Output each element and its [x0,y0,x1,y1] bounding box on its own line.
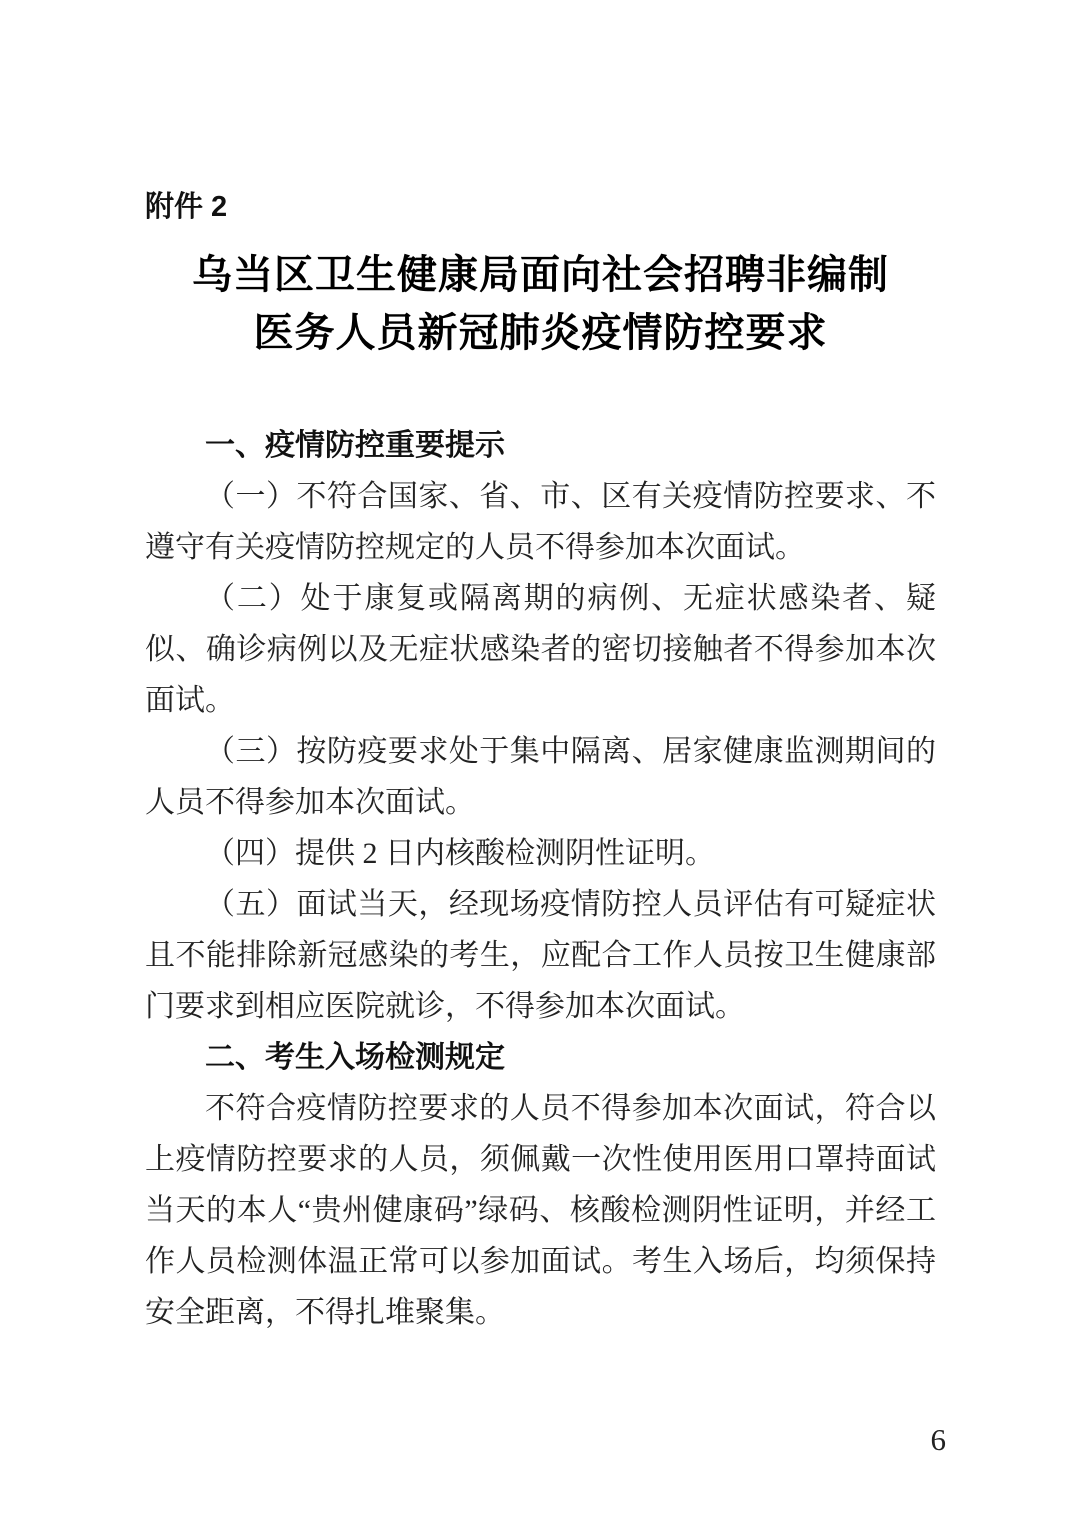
paragraph-1-2: （二）处于康复或隔离期的病例、无症状感染者、疑似、确诊病例以及无症状感染者的密切接触者不得参加本次面试。 [145,582,936,717]
paragraph-2-1: 不符合疫情防控要求的人员不得参加本次面试，符合以上疫情防控要求的人员，须佩戴一次性使用医用口罩持面试当天的本人“贵州健康码”绿码、核酸检测阴性证明，并经工作人员检测体温正常可以参加面试。考生入场后，均须保持安全距离，不得扎堆聚集。 [145,1092,936,1329]
attachment-label: 附件 2 [145,191,228,223]
document-title-line1: 乌当区卫生健康局面向社会招聘非编制 [192,253,889,297]
paragraph-1-5: （五）面试当天，经现场疫情防控人员评估有可疑症状且不能排除新冠感染的考生，应配合工作人员按卫生健康部门要求到相应医院就诊，不得参加本次面试。 [145,888,936,1023]
section-heading-1: 一、疫情防控重要提示 [205,429,505,462]
section-heading-2: 二、考生入场检测规定 [205,1041,505,1074]
paragraph-1-3: （三）按防疫要求处于集中隔离、居家健康监测期间的人员不得参加本次面试。 [145,735,936,819]
document-title-line2: 医务人员新冠肺炎疫情防控要求 [253,311,828,355]
document-body [145,420,936,1338]
paragraph-1-1: （一）不符合国家、省、市、区有关疫情防控要求、不遵守有关疫情防控规定的人员不得参加本次面试。 [145,480,936,564]
document-title [145,246,936,362]
page-number: 6 [930,1422,946,1457]
paragraph-1-4: （四）提供 2 日内核酸检测阴性证明。 [205,837,715,870]
